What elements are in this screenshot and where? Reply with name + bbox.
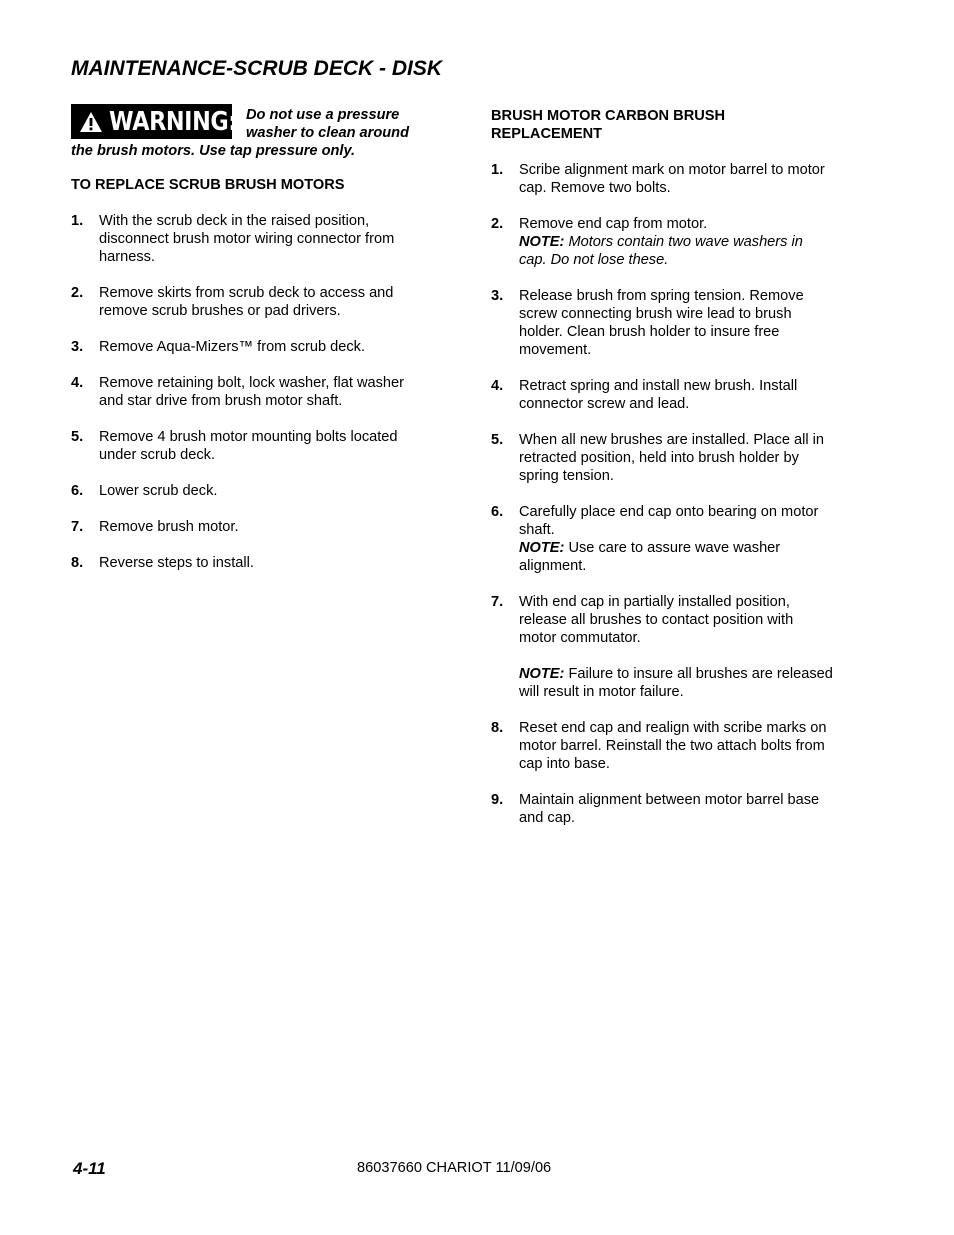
step-line: Remove end cap from motor. (519, 216, 708, 232)
step-line: holder. Clean brush holder to insure free (519, 324, 780, 340)
warning-text-line: Do not use a pressure (246, 107, 400, 123)
warning-text-line: the brush motors. Use tap pressure only. (71, 143, 356, 159)
step-line: Lower scrub deck. (99, 483, 218, 499)
step-item (71, 428, 441, 464)
step-number: 8. (71, 555, 84, 571)
step-number: 9. (491, 792, 504, 808)
note-text: cap. Do not lose these. (519, 252, 669, 268)
step-text (519, 719, 861, 773)
step-item (491, 719, 861, 773)
step-line: Remove brush motor. (99, 519, 239, 535)
step-line: Carefully place end cap onto bearing on motor (519, 504, 819, 520)
step-line: Remove skirts from scrub deck to access and (99, 285, 394, 301)
step-text (519, 287, 861, 359)
step-text (519, 215, 861, 269)
step-line: movement. (519, 342, 592, 358)
note-label: NOTE: (519, 234, 565, 250)
step-text (99, 428, 441, 464)
note-text: Motors contain two wave washers in (564, 234, 803, 250)
step-line: remove scrub brushes or pad drivers. (99, 303, 341, 319)
step-line: cap. Remove two bolts. (519, 180, 671, 196)
step-number: 2. (491, 216, 504, 232)
step-item (491, 377, 861, 413)
step-number: 5. (71, 429, 84, 445)
step-text (99, 374, 441, 410)
step-item (71, 284, 441, 320)
warning-text-line: washer to clean around (246, 125, 410, 141)
note-text: Use care to assure wave washer (564, 540, 781, 556)
step-item (71, 518, 441, 536)
step-line: Maintain alignment between motor barrel base (519, 792, 820, 808)
step-item (491, 215, 861, 269)
step-number: 6. (491, 504, 504, 520)
step-line: Retract spring and install new brush. Install (519, 378, 798, 394)
step-line: Reverse steps to install. (99, 555, 254, 571)
step-line: cap into base. (519, 756, 610, 772)
step-item (491, 593, 861, 701)
step-line: retracted position, held into brush holder by (519, 450, 799, 466)
step-text (519, 593, 861, 701)
warning-badge (71, 104, 237, 139)
step-item (491, 161, 861, 197)
step-item (491, 791, 861, 827)
step-line: screw connecting brush wire lead to brush (519, 306, 792, 322)
spacer (519, 647, 861, 665)
step-text (519, 161, 861, 197)
note-text: alignment. (519, 558, 587, 574)
heading-line: REPLACEMENT (491, 126, 603, 142)
step-line: disconnect brush motor wiring connector from (99, 231, 395, 247)
note-label: NOTE: (519, 540, 565, 556)
step-line: Remove Aqua-Mizers™ from scrub deck. (99, 339, 366, 355)
heading-line: BRUSH MOTOR CARBON BRUSH (491, 108, 726, 124)
step-line: With the scrub deck in the raised position, (99, 213, 370, 229)
warning-label: WARNING: (109, 106, 237, 137)
step-number: 2. (71, 285, 84, 301)
page-number: 4-11 (73, 1159, 106, 1178)
step-line: Remove 4 brush motor mounting bolts located (99, 429, 398, 445)
step-text (519, 377, 861, 413)
step-text (99, 338, 441, 356)
step-text (99, 518, 441, 536)
page-title: MAINTENANCE-SCRUB DECK - DISK (71, 57, 442, 80)
step-number: 7. (491, 594, 504, 610)
note-label: NOTE: (519, 666, 565, 682)
step-number: 3. (491, 288, 504, 304)
step-number: 8. (491, 720, 504, 736)
step-number: 4. (491, 378, 504, 394)
step-note (519, 539, 861, 557)
step-number: 3. (71, 339, 84, 355)
warning-block (71, 104, 441, 158)
step-line: Release brush from spring tension. Remove (519, 288, 804, 304)
step-item (71, 374, 441, 410)
document-id: 86037660 CHARIOT 11/09/06 (357, 1160, 552, 1176)
step-line: Remove retaining bolt, lock washer, flat washer (99, 375, 404, 391)
step-text (519, 431, 861, 485)
step-number: 1. (491, 162, 504, 178)
step-line: and star drive from brush motor shaft. (99, 393, 343, 409)
section-heading-carbon-brush (491, 107, 861, 143)
left-column (71, 104, 441, 590)
step-note (519, 233, 861, 251)
step-item (491, 287, 861, 359)
step-item (71, 482, 441, 500)
step-text (99, 284, 441, 320)
step-line: Reset end cap and realign with scribe marks on (519, 720, 827, 736)
step-line: harness. (99, 249, 155, 265)
step-line: When all new brushes are installed. Place all in (519, 432, 825, 448)
step-item (491, 431, 861, 485)
step-item (71, 338, 441, 356)
step-line: spring tension. (519, 468, 614, 484)
step-number: 7. (71, 519, 84, 535)
step-text (99, 554, 441, 572)
step-text (519, 791, 861, 827)
step-number: 5. (491, 432, 504, 448)
step-line: Scribe alignment mark on motor barrel to motor (519, 162, 825, 178)
note-text: Failure to insure all brushes are released (564, 666, 833, 682)
step-number: 1. (71, 213, 84, 229)
step-line: shaft. (519, 522, 555, 538)
warning-triangle-icon (79, 111, 103, 133)
step-text (519, 503, 861, 575)
step-line: release all brushes to contact position with (519, 612, 794, 628)
step-line: motor barrel. Reinstall the two attach bolts from (519, 738, 825, 754)
right-column (491, 107, 861, 845)
step-line: With end cap in partially installed position, (519, 594, 790, 610)
step-line: under scrub deck. (99, 447, 216, 463)
step-number: 4. (71, 375, 84, 391)
section-heading-replace-motors: TO REPLACE SCRUB BRUSH MOTORS (71, 177, 345, 193)
step-line: connector screw and lead. (519, 396, 690, 412)
step-item (71, 212, 441, 266)
note-text: will result in motor failure. (519, 684, 684, 700)
step-number: 6. (71, 483, 84, 499)
step-item (491, 503, 861, 575)
step-note (519, 665, 861, 683)
step-line: motor commutator. (519, 630, 641, 646)
step-text (99, 482, 441, 500)
step-text (99, 212, 441, 266)
step-item (71, 554, 441, 572)
step-line: and cap. (519, 810, 575, 826)
